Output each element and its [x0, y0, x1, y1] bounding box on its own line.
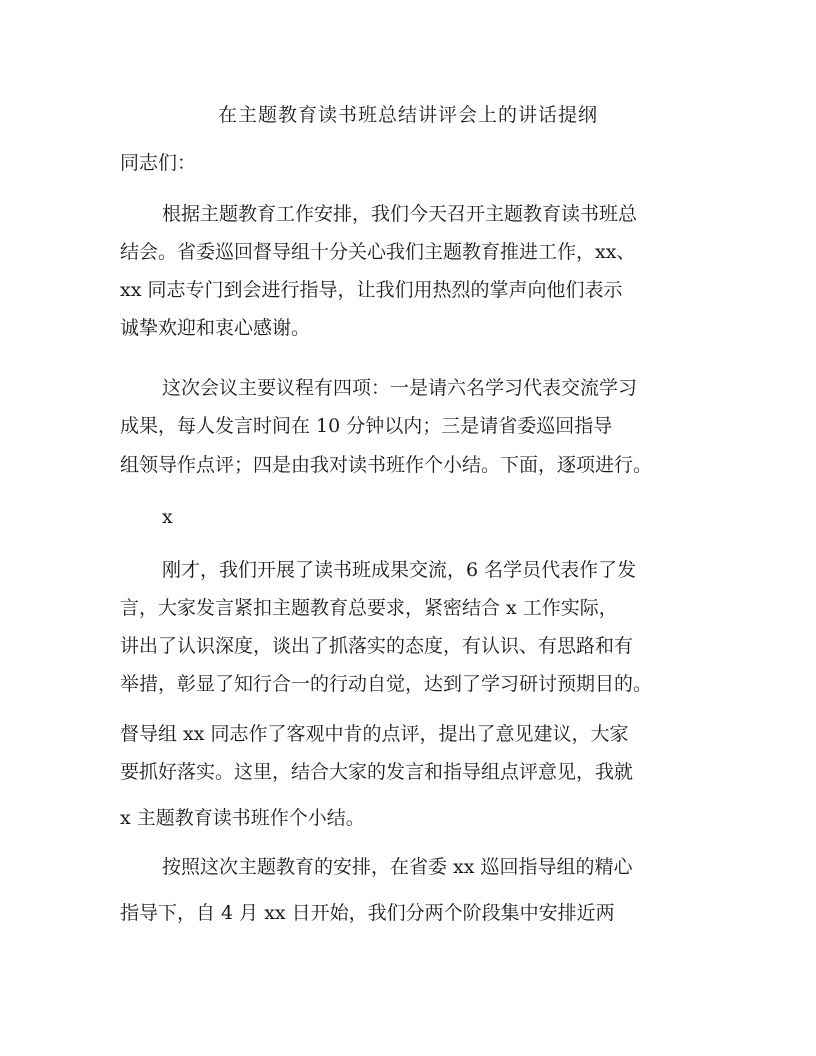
- paragraph-5-line-2: 指导下，自 4 月 xx 日开始，我们分两个阶段集中安排近两: [120, 902, 615, 924]
- paragraph-4-line-2: 言，大家发言紧扣主题教育总要求，紧密结合 x 工作实际，: [120, 597, 618, 619]
- paragraph-4-line-4: 举措，彰显了知行合一的行动自觉，达到了学习研讨预期目的。: [120, 673, 653, 695]
- paragraph-4-line-6: 要抓好落实。这里，结合大家的发言和指导组点评意见，我就: [120, 761, 634, 783]
- paragraph-1-line-3: xx 同志专门到会进行指导，让我们用热烈的掌声向他们表示: [120, 279, 623, 301]
- paragraph-5-line-1: 按照这次主题教育的安排，在省委 xx 巡回指导组的精心: [162, 856, 633, 878]
- paragraph-2-line-1: 这次会议主要议程有四项：一是请六名学习代表交流学习: [162, 377, 638, 399]
- paragraph-2-line-2: 成果，每人发言时间在 10 分钟以内；三是请省委巡回指导: [120, 415, 613, 437]
- paragraph-1-line-2: 结会。省委巡回督导组十分关心我们主题教育推进工作，xx、: [120, 241, 636, 263]
- paragraph-1-line-4: 诚挚欢迎和衷心感谢。: [120, 317, 311, 339]
- paragraph-4-line-7: x 主题教育读书班作个小结。: [120, 807, 365, 829]
- document-title: 在主题教育读书班总结讲评会上的讲话提纲: [217, 104, 598, 126]
- paragraph-2-line-3: 组领导作点评；四是由我对读书班作个小结。下面，逐项进行。: [120, 454, 653, 476]
- paragraph-3-line-1: x: [162, 506, 173, 528]
- paragraph-4-line-1: 刚才，我们开展了读书班成果交流，6 名学员代表作了发: [162, 559, 637, 581]
- paragraph-4-line-3: 讲出了认识深度，谈出了抓落实的态度，有认识、有思路和有: [120, 635, 634, 657]
- paragraph-4-line-5: 督导组 xx 同志作了客观中肯的点评，提出了意见建议，大家: [120, 723, 629, 745]
- salutation: 同志们：: [120, 152, 197, 174]
- paragraph-1-line-1: 根据主题教育工作安排，我们今天召开主题教育读书班总: [162, 203, 638, 225]
